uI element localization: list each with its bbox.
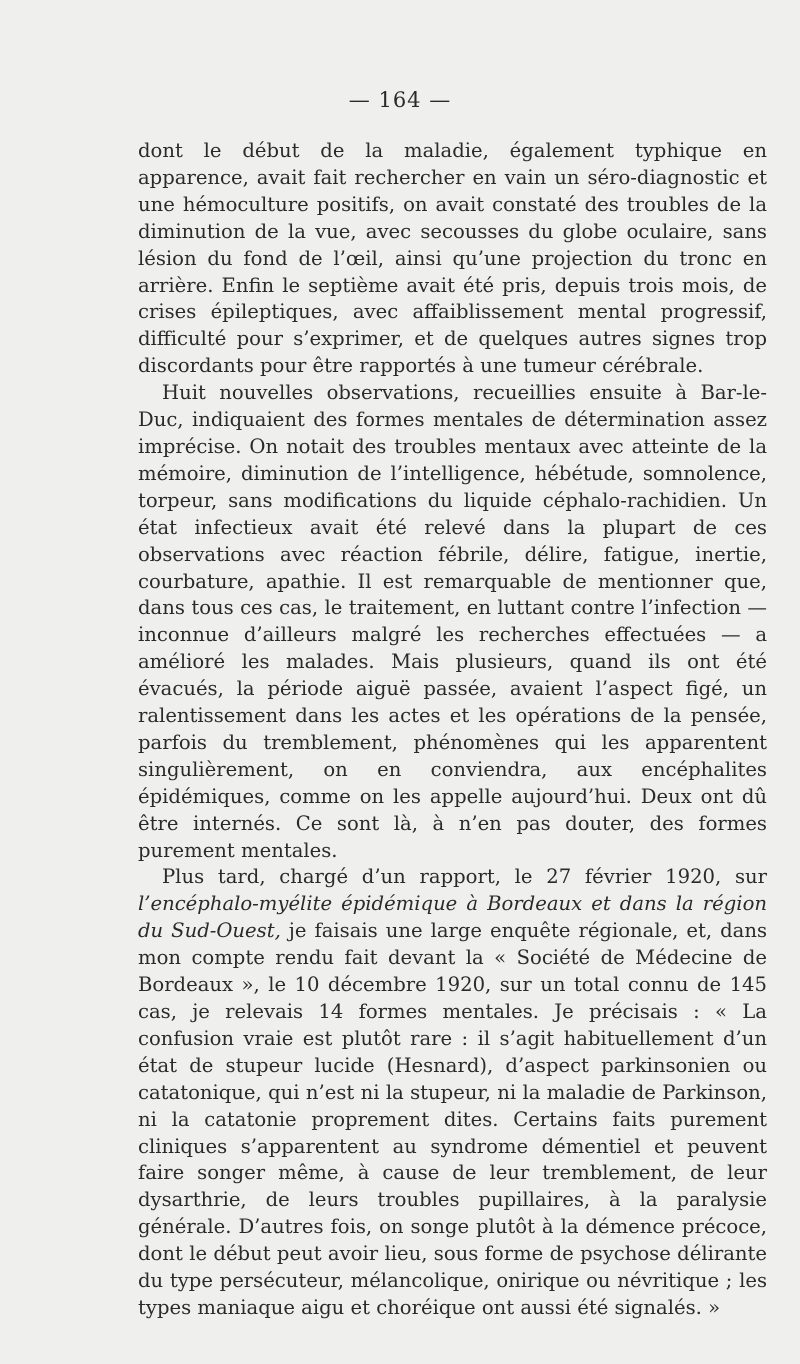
paragraph-1 bbox=[138, 138, 767, 380]
paragraph-3-text-end: je faisais une large enquête régionale, et, dans mon compte rendu fait devant la « Société de Médecine de Bordeaux », le 10 décembre 1920, sur un total connu de 145 cas, je relevais 14 formes mentales. Je précisais : « La confusion vraie est plutôt rare : il s’agit habituellement d’un état de stupeur lucide (Hesnard), d’aspect parkinsonien ou catatonique, qui n’est ni la stupeur, ni la maladie de Parkinson, ni la catatonie proprement dites. Certains faits purement cliniques s’apparentent au syndrome démentiel et peuvent faire songer même, à cause de leur tremblement, de leur dysarthrie, de leurs troubles pupillaires, à la paralysie générale. D’autres fois, on songe plutôt à la démence précoce, dont le début peut avoir lieu, sous forme de psychose délirante du type persécuteur, mélancolique, onirique ou névritique ; les types maniaque aigu et choréique ont aussi été signalés. » bbox=[138, 919, 768, 1319]
page-number: — 164 — bbox=[348, 88, 452, 112]
body-text bbox=[138, 138, 767, 1322]
paragraph-3-italic-title: l’encéphalo-myélite épidémique à Bordeaux et dans la région du Sud-Ouest, bbox=[138, 892, 767, 943]
paragraph-2-text: Huit nouvelles observations, recueillies ensuite à Bar-le-Duc, indiquaient des formes mentales de détermination assez imprécise. On notait des troubles mentaux avec atteinte de la mémoire, diminution de l’intelligence, hébétude, somnolence, torpeur, sans modifications du liquide céphalo-rachidien. Un état infectieux avait été relevé dans la plupart de ces observations avec réaction fébrile, délire, fatigue, inertie, courbature, apathie. Il est remarquable de mentionner que, dans tous ces cas, le traitement, en luttant contre l’infection — inconnue d’ailleurs malgré les recherches effectuées — a amélioré les malades. Mais plusieurs, quand ils ont été évacués, la période aiguë passée, avaient l’aspect figé, un ralentissement dans les actes et les opérations de la pensée, parfois du tremblement, phénomènes qui les apparentent singulièrement, on en conviendra, aux encéphalites épidémiques, comme on les appelle aujourd’hui. Deux ont dû être internés. Ce sont là, à n’en pas douter, des formes purement mentales. bbox=[138, 381, 767, 862]
paragraph-3 bbox=[138, 864, 767, 1321]
paragraph-3-text-start: Plus tard, chargé d’un rapport, le 27 février 1920, sur bbox=[162, 865, 767, 889]
paragraph-2 bbox=[138, 380, 767, 864]
paragraph-1-text: dont le début de la maladie, également typhique en apparence, avait fait rechercher en vain un séro-diagnostic et une hémoculture positifs, on avait constaté des troubles de la diminution de la vue, avec secousses du globe oculaire, sans lésion du fond de l’œil, ainsi qu’une projection du tronc en arrière. Enfin le septième avait été pris, depuis trois mois, de crises épileptiques, avec affaiblissement mental progressif, difficulté pour s’exprimer, et de quelques autres signes trop discordants pour être rapportés à une tumeur cérébrale. bbox=[138, 139, 767, 378]
